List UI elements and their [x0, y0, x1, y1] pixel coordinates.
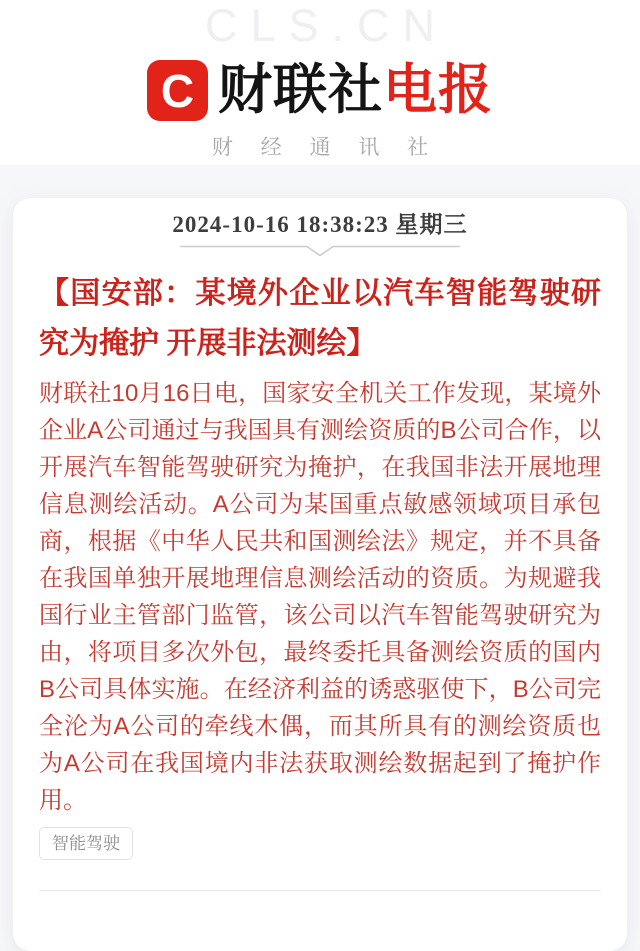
telegram-title: 【国安部：某境外企业以汽车智能驾驶研究为掩护 开展非法测绘】	[39, 277, 601, 360]
tag-row	[39, 827, 601, 860]
telegram-body: 财联社10月16日电，国家安全机关工作发现，某境外企业A公司通过与我国具有测绘资质的B公司合作，以开展汽车智能驾驶研究为掩护，在我国非法开展地理信息测绘活动。A公司为某国重点敏感领域项目承包商，根据《中华人民共和国测绘法》规定，并不具备在我国单独开展地理信息测绘活动的资质。为规避我国行业主管部门监管，该公司以汽车智能驾驶研究为由，将项目多次外包，最终委托具备测绘资质的国内B公司具体实施。在经济利益的诱惑驱使下，B公司完全沦为A公司的牵线木偶，而其所具有的测绘资质也为A公司在我国境内非法获取测绘数据起到了掩护作用。	[39, 380, 601, 814]
brand-tagline: 财 经 通 讯 社	[211, 136, 440, 159]
card-bottom-divider	[39, 890, 601, 891]
telegram-card	[13, 198, 627, 951]
tag-smart-driving[interactable]: 智能驾驶	[39, 827, 133, 860]
brand-product: 电报	[383, 60, 493, 120]
cls-logo-icon: C	[147, 60, 208, 121]
cls-watermark: CLS.CN	[204, 0, 449, 51]
brand-name: 财联社	[218, 60, 383, 120]
brand-wordmark	[218, 60, 493, 121]
brand-logo	[0, 60, 640, 121]
notch-divider	[179, 245, 461, 257]
header	[0, 0, 640, 165]
content-area	[0, 165, 640, 951]
telegram-datetime: 2024-10-16 18:38:23 星期三	[172, 212, 468, 237]
